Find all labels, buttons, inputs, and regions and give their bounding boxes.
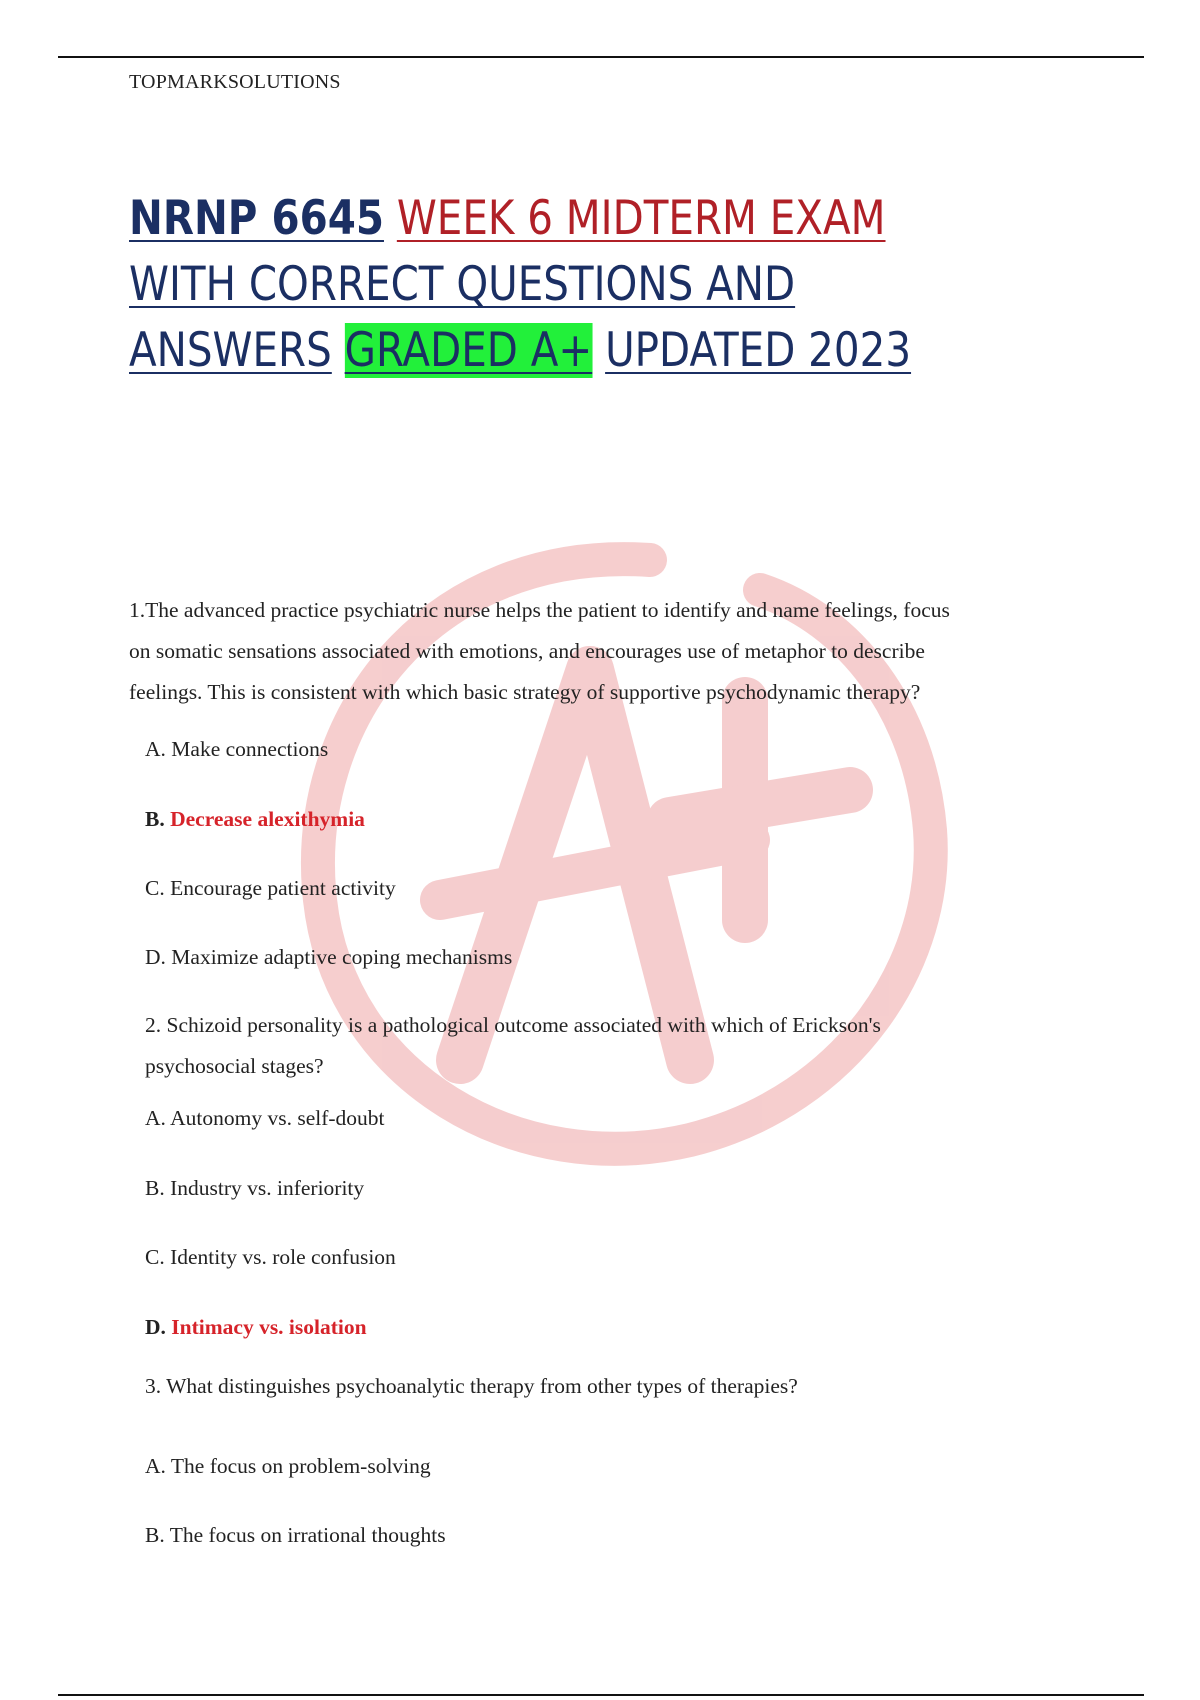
- option-text: Maximize adaptive coping mechanisms: [171, 945, 513, 969]
- option-letter: D.: [145, 945, 166, 969]
- question-3-option-a: [145, 1452, 431, 1480]
- option-text: Intimacy vs. isolation: [171, 1315, 367, 1339]
- top-divider: [58, 56, 1144, 58]
- option-letter: C.: [145, 876, 165, 900]
- title-line-3a-text: ANSWERS: [129, 323, 332, 378]
- bottom-divider: [58, 1694, 1144, 1696]
- option-letter: A.: [145, 1454, 166, 1478]
- question-1-line-3: feelings. This is consistent with which basic strategy of supportive psychodynamic therapy?: [129, 680, 921, 704]
- title-line-2: [129, 252, 955, 318]
- title-line-3b-text: UPDATED 2023: [605, 323, 912, 378]
- option-text: Make connections: [171, 737, 329, 761]
- question-2-option-b: [145, 1174, 364, 1202]
- question-1-option-c: [145, 874, 396, 902]
- question-1-option-b-correct: [145, 805, 365, 833]
- option-letter: D.: [145, 1315, 166, 1339]
- question-1-option-d: [145, 943, 512, 971]
- question-1-line-2: on somatic sensations associated with emotions, and encourages use of metaphor to describe: [129, 639, 925, 663]
- question-3-option-b: [145, 1521, 446, 1549]
- question-2-line-1: 2. Schizoid personality is a pathological outcome associated with which of Erickson's: [145, 1013, 881, 1037]
- question-3-line-1: 3. What distinguishes psychoanalytic therapy from other types of therapies?: [145, 1374, 798, 1398]
- option-letter: C.: [145, 1245, 165, 1269]
- title-line-2-text: WITH CORRECT QUESTIONS AND: [129, 257, 796, 312]
- question-2-option-a: [145, 1104, 385, 1132]
- option-text: The focus on irrational thoughts: [169, 1523, 446, 1547]
- brand-header: TOPMARKSOLUTIONS: [129, 71, 341, 93]
- graded-highlight: GRADED A+: [344, 323, 593, 378]
- option-letter: B.: [145, 807, 165, 831]
- title-line-1: [129, 186, 955, 252]
- option-text: The focus on problem-solving: [170, 1454, 431, 1478]
- course-code: NRNP 6645: [129, 191, 384, 246]
- question-2-line-2: psychosocial stages?: [145, 1054, 324, 1078]
- question-1-option-a: [145, 735, 328, 763]
- exam-name: WEEK 6 MIDTERM EXAM: [396, 191, 886, 246]
- option-letter: A.: [145, 1106, 166, 1130]
- option-text: Encourage patient activity: [170, 876, 396, 900]
- option-letter: A.: [145, 737, 166, 761]
- question-1-line-1: 1.The advanced practice psychiatric nurse helps the patient to identify and name feelings, focus: [129, 598, 950, 622]
- option-text: Identity vs. role confusion: [170, 1245, 396, 1269]
- question-2-option-d-correct: [145, 1313, 367, 1341]
- option-text: Industry vs. inferiority: [170, 1176, 365, 1200]
- question-2-option-c: [145, 1243, 396, 1271]
- document-title: [129, 186, 955, 384]
- option-text: Decrease alexithymia: [170, 807, 365, 831]
- option-letter: B.: [145, 1523, 165, 1547]
- option-letter: B.: [145, 1176, 165, 1200]
- option-text: Autonomy vs. self-doubt: [170, 1106, 385, 1130]
- title-line-3: [129, 318, 955, 384]
